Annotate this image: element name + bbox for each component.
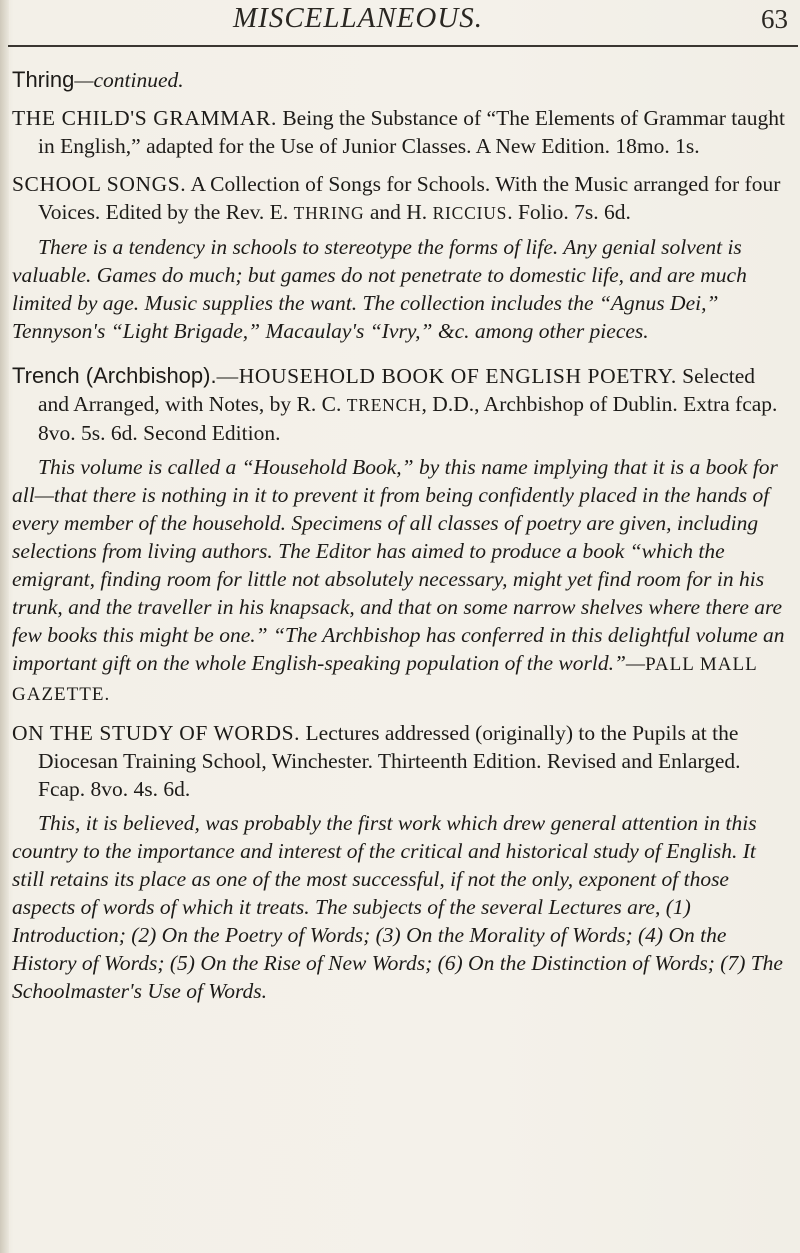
- book-description: A Collection of Songs for Schools. With the Music arranged for four Voices. Edited by the Rev. E.: [38, 172, 781, 224]
- book-description: and H.: [364, 200, 433, 224]
- running-head: [0, 2, 800, 42]
- book-entry-childs-grammar: [12, 104, 790, 160]
- book-entry-household-book: [12, 362, 790, 447]
- book-entry-school-songs: [12, 170, 790, 227]
- editor-name: RICCIUS: [432, 203, 508, 223]
- review-text: This volume is called a “Household Book,” by this name implying that it is a book for all—that there is nothing in it to prevent it from being confidently placed in the hands of every member of the household. Specimens of all classes of poetry are given, including selections from living authors. The Editor has aimed to produce a book “which the emigrant, finding room for little not absolutely necessary, might yet find room for in his trunk, and the traveller in his knapsack, and that on some narrow shelves where there are few books this might be one.” “The Archbishop has conferred in this delightful volume an important gift on the whole English-speaking population of the world.”—: [12, 455, 785, 675]
- review-school-songs: There is a tendency in schools to stereotype the forms of life. Any genial solvent is valuable. Games do much; but games do not penetrate to domestic life, and are much limited by age. Music supplies the want. The collection includes the “Agnus Dei,” Tennyson's “Light Brigade,” Macaulay's “Ivry,” &c. among other pieces.: [12, 235, 747, 343]
- author-name: Thring: [12, 67, 75, 92]
- book-description: Selected and Arranged, with Notes, by R. C.: [38, 364, 755, 416]
- book-entry-study-of-words: [12, 719, 790, 803]
- author-name: Trench (Archbishop).: [12, 363, 217, 388]
- header-rule: [8, 45, 798, 47]
- author-suffix: —continued.: [74, 68, 184, 92]
- book-description: Being the Substance of “The Elements of Grammar taught in English,” adapted for the Use of Junior Classes. A New Edition. 18mo. 1s.: [38, 106, 786, 158]
- book-description: Lectures addressed (originally) to the Pupils at the Diocesan Training School, Winchester. Thirteenth Edition. Revised and Enlarged. Fcap. 8vo. 4s. 6d.: [38, 721, 741, 801]
- editor-name: TRENCH: [346, 395, 422, 415]
- book-description: , D.D., Archbishop of Dublin. Extra fcap. 8vo. 5s. 6d. Second Edition.: [38, 392, 778, 445]
- review-study-of-words: This, it is believed, was probably the first work which drew general attention in this country to the importance and interest of the critical and historical study of English. It still retains its place as one of the most successful, if not the only, exponent of those aspects of words of which it treats. The subjects of the several Lectures are, (1) Introduction; (2) On the Poetry of Words; (3) On the Morality of Words; (4) On the History of Words; (5) On the Rise of New Words; (6) On the Distinction of Words; (7) The Schoolmaster's Use of Words.: [12, 811, 783, 1003]
- page-number: 63: [761, 4, 788, 34]
- review-household-book: [12, 453, 790, 709]
- running-title: MISCELLANEOUS.: [233, 2, 484, 34]
- page-gutter: [0, 0, 9, 1253]
- book-title: SCHOOL SONGS.: [12, 172, 187, 196]
- book-description: . Folio. 7s. 6d.: [507, 200, 631, 224]
- review-source: PALL MALL GAZETTE.: [12, 654, 757, 705]
- catalogue-listing: [12, 66, 790, 1005]
- book-title: ON THE STUDY OF WORDS.: [12, 721, 301, 745]
- book-title: THE CHILD'S GRAMMAR.: [12, 106, 277, 130]
- book-title: —HOUSEHOLD BOOK OF ENGLISH POETRY.: [216, 364, 677, 388]
- author-heading-thring: [12, 66, 790, 94]
- editor-name: THRING: [293, 203, 365, 223]
